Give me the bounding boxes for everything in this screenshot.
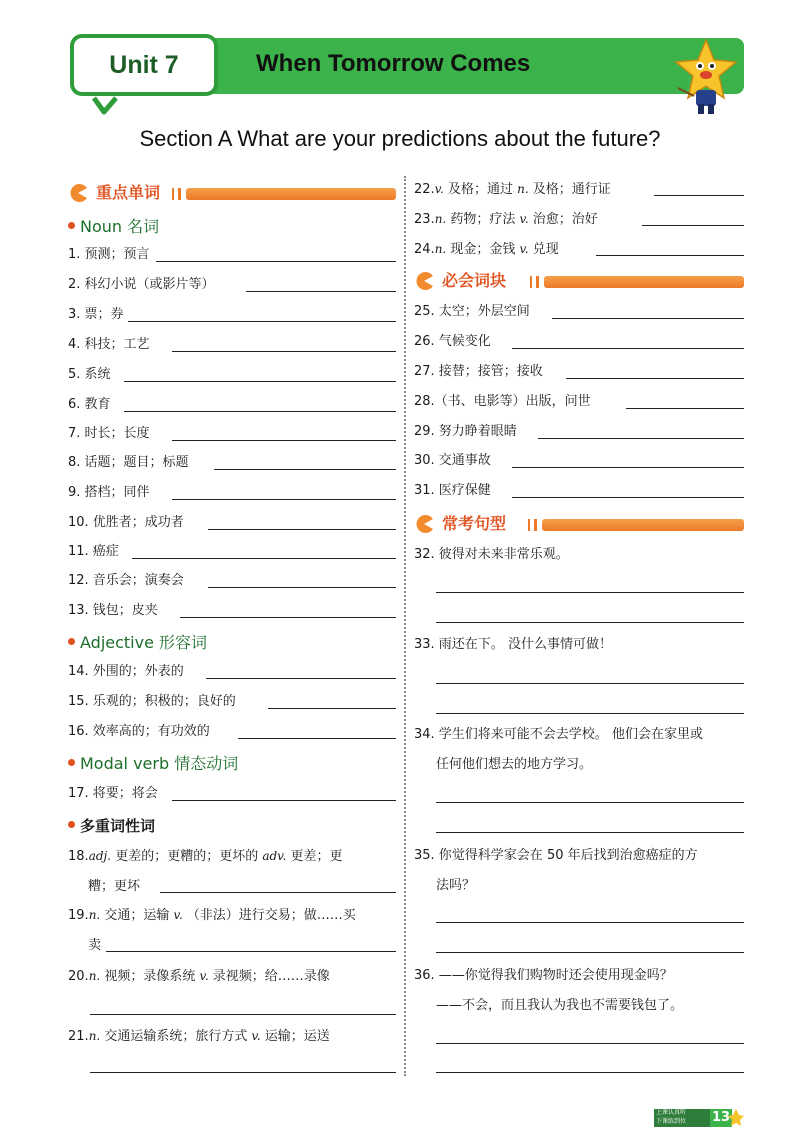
item-2: 2. 科幻小说（或影片等） — [68, 277, 215, 292]
subhead-noun: Noun 名词 — [68, 216, 159, 238]
item-4: 4. 科技；工艺 — [68, 337, 150, 352]
item-24: 24.n. 现金；金钱 v. 兑现 — [414, 242, 559, 257]
answer-line[interactable] — [654, 195, 744, 196]
section-sentences — [414, 513, 744, 535]
answer-line[interactable] — [90, 1072, 396, 1073]
answer-line[interactable] — [268, 708, 396, 709]
answer-line[interactable] — [172, 499, 396, 500]
item-14: 14. 外围的；外表的 — [68, 664, 184, 679]
pacman-icon — [414, 514, 434, 534]
item-32: 32. 彼得对未来非常乐观。 — [414, 547, 569, 562]
subhead-multi-pos: 多重词性词 — [68, 815, 155, 837]
answer-line[interactable] — [156, 261, 396, 262]
page-number: 13 — [712, 1110, 731, 1125]
unit-title: When Tomorrow Comes — [256, 50, 531, 77]
answer-line[interactable] — [90, 1014, 396, 1015]
item-20: 20.n. 视频；录像系统 v. 录视频；给……录像 — [68, 969, 330, 984]
page-footer — [654, 1108, 744, 1128]
item-12: 12. 音乐会；演奏会 — [68, 573, 184, 588]
answer-line[interactable] — [208, 529, 396, 530]
item-16: 16. 效率高的；有功效的 — [68, 724, 210, 739]
section-sentences-label: 常考句型 — [442, 514, 507, 533]
item-19: 19.n. 交通；运输 v. （非法）进行交易；做……买 卖 — [68, 908, 356, 953]
answer-line[interactable] — [436, 683, 744, 684]
answer-line[interactable] — [552, 318, 744, 319]
answer-line[interactable] — [132, 558, 396, 559]
item-6: 6. 教育 — [68, 397, 111, 412]
answer-line[interactable] — [512, 497, 744, 498]
footer-caption-2: 下课练到位 — [656, 1118, 687, 1125]
item-28: 28.（书、电影等）出版，问世 — [414, 394, 591, 409]
item-5: 5. 系统 — [68, 367, 111, 382]
answer-line[interactable] — [160, 892, 396, 893]
answer-line[interactable] — [566, 378, 744, 379]
item-27: 27. 接替；接管；接收 — [414, 364, 543, 379]
pacman-icon — [414, 271, 434, 291]
answer-line[interactable] — [180, 617, 396, 618]
answer-line[interactable] — [538, 438, 744, 439]
answer-line[interactable] — [596, 255, 744, 256]
pacman-icon — [68, 183, 88, 203]
item-30: 30. 交通事故 — [414, 453, 491, 468]
column-divider — [404, 176, 406, 1076]
section-phrases — [414, 270, 744, 292]
answer-line[interactable] — [436, 802, 744, 803]
answer-line[interactable] — [436, 1072, 744, 1073]
item-17: 17. 将要；将会 — [68, 786, 158, 801]
subhead-modal-verb: Modal verb 情态动词 — [68, 753, 238, 775]
answer-line[interactable] — [238, 738, 396, 739]
answer-line[interactable] — [206, 678, 396, 679]
item-31: 31. 医疗保健 — [414, 483, 491, 498]
section-key-words — [68, 182, 396, 204]
item-21: 21.n. 交通运输系统；旅行方式 v. 运输；运送 — [68, 1029, 330, 1044]
answer-line[interactable] — [124, 411, 396, 412]
answer-line[interactable] — [246, 291, 396, 292]
answer-line[interactable] — [172, 800, 396, 801]
answer-line[interactable] — [436, 832, 744, 833]
section-key-words-label: 重点单词 — [96, 183, 161, 202]
answer-line[interactable] — [436, 1043, 744, 1044]
answer-line[interactable] — [128, 321, 396, 322]
section-bar — [544, 276, 744, 288]
subhead-adjective: Adjective 形容词 — [68, 632, 207, 654]
answer-line[interactable] — [106, 951, 396, 952]
answer-line[interactable] — [172, 351, 396, 352]
item-1: 1. 预测；预言 — [68, 247, 150, 262]
footer-caption-1: 上课认真听 — [656, 1109, 687, 1116]
answer-line[interactable] — [642, 225, 744, 226]
item-10: 10. 优胜者；成功者 — [68, 515, 184, 530]
item-3: 3. 票；券 — [68, 307, 124, 322]
answer-line[interactable] — [512, 467, 744, 468]
item-13: 13. 钱包；皮夹 — [68, 603, 158, 618]
answer-line[interactable] — [436, 922, 744, 923]
item-29: 29. 努力睁着眼睛 — [414, 424, 517, 439]
answer-line[interactable] — [124, 381, 396, 382]
item-22: 22.v. 及格；通过 n. 及格；通行证 — [414, 182, 611, 197]
item-25: 25. 太空；外层空间 — [414, 304, 530, 319]
answer-line[interactable] — [512, 348, 744, 349]
section-phrases-label: 必会词块 — [442, 271, 507, 290]
answer-line[interactable] — [436, 592, 744, 593]
answer-line[interactable] — [208, 587, 396, 588]
item-9: 9. 搭档；同伴 — [68, 485, 150, 500]
item-18: 18.adj. 更差的；更糟的；更坏的 adv. 更差；更 糟；更坏 — [68, 849, 343, 894]
item-11: 11. 癌症 — [68, 544, 119, 559]
item-26: 26. 气候变化 — [414, 334, 491, 349]
star-mascot-icon — [672, 38, 740, 116]
answer-line[interactable] — [214, 469, 396, 470]
item-33: 33. 雨还在下。 没什么事情可做！ — [414, 637, 612, 652]
item-15: 15. 乐观的；积极的；良好的 — [68, 694, 236, 709]
item-36: 36. ——你觉得我们购物时还会使用现金吗？ ——不会，而且我认为我也不需要钱包了。 — [414, 968, 684, 1013]
section-bar — [186, 188, 396, 200]
answer-line[interactable] — [626, 408, 744, 409]
item-23: 23.n. 药物；疗法 v. 治愈；治好 — [414, 212, 598, 227]
answer-line[interactable] — [436, 952, 744, 953]
item-35: 35. 你觉得科学家会在 50 年后找到治愈癌症的方 法吗？ — [414, 848, 698, 893]
item-8: 8. 话题；题目；标题 — [68, 455, 189, 470]
answer-line[interactable] — [436, 713, 744, 714]
section-bar — [542, 519, 744, 531]
answer-line[interactable] — [436, 622, 744, 623]
section-title: Section A What are your predictions about the future? — [139, 126, 661, 151]
unit-label: Unit 7 — [70, 34, 218, 96]
item-34: 34. 学生们将来可能不会去学校。 他们会在家里或 任何他们想去的地方学习。 — [414, 727, 703, 772]
answer-line[interactable] — [172, 440, 396, 441]
item-7: 7. 时长；长度 — [68, 426, 150, 441]
